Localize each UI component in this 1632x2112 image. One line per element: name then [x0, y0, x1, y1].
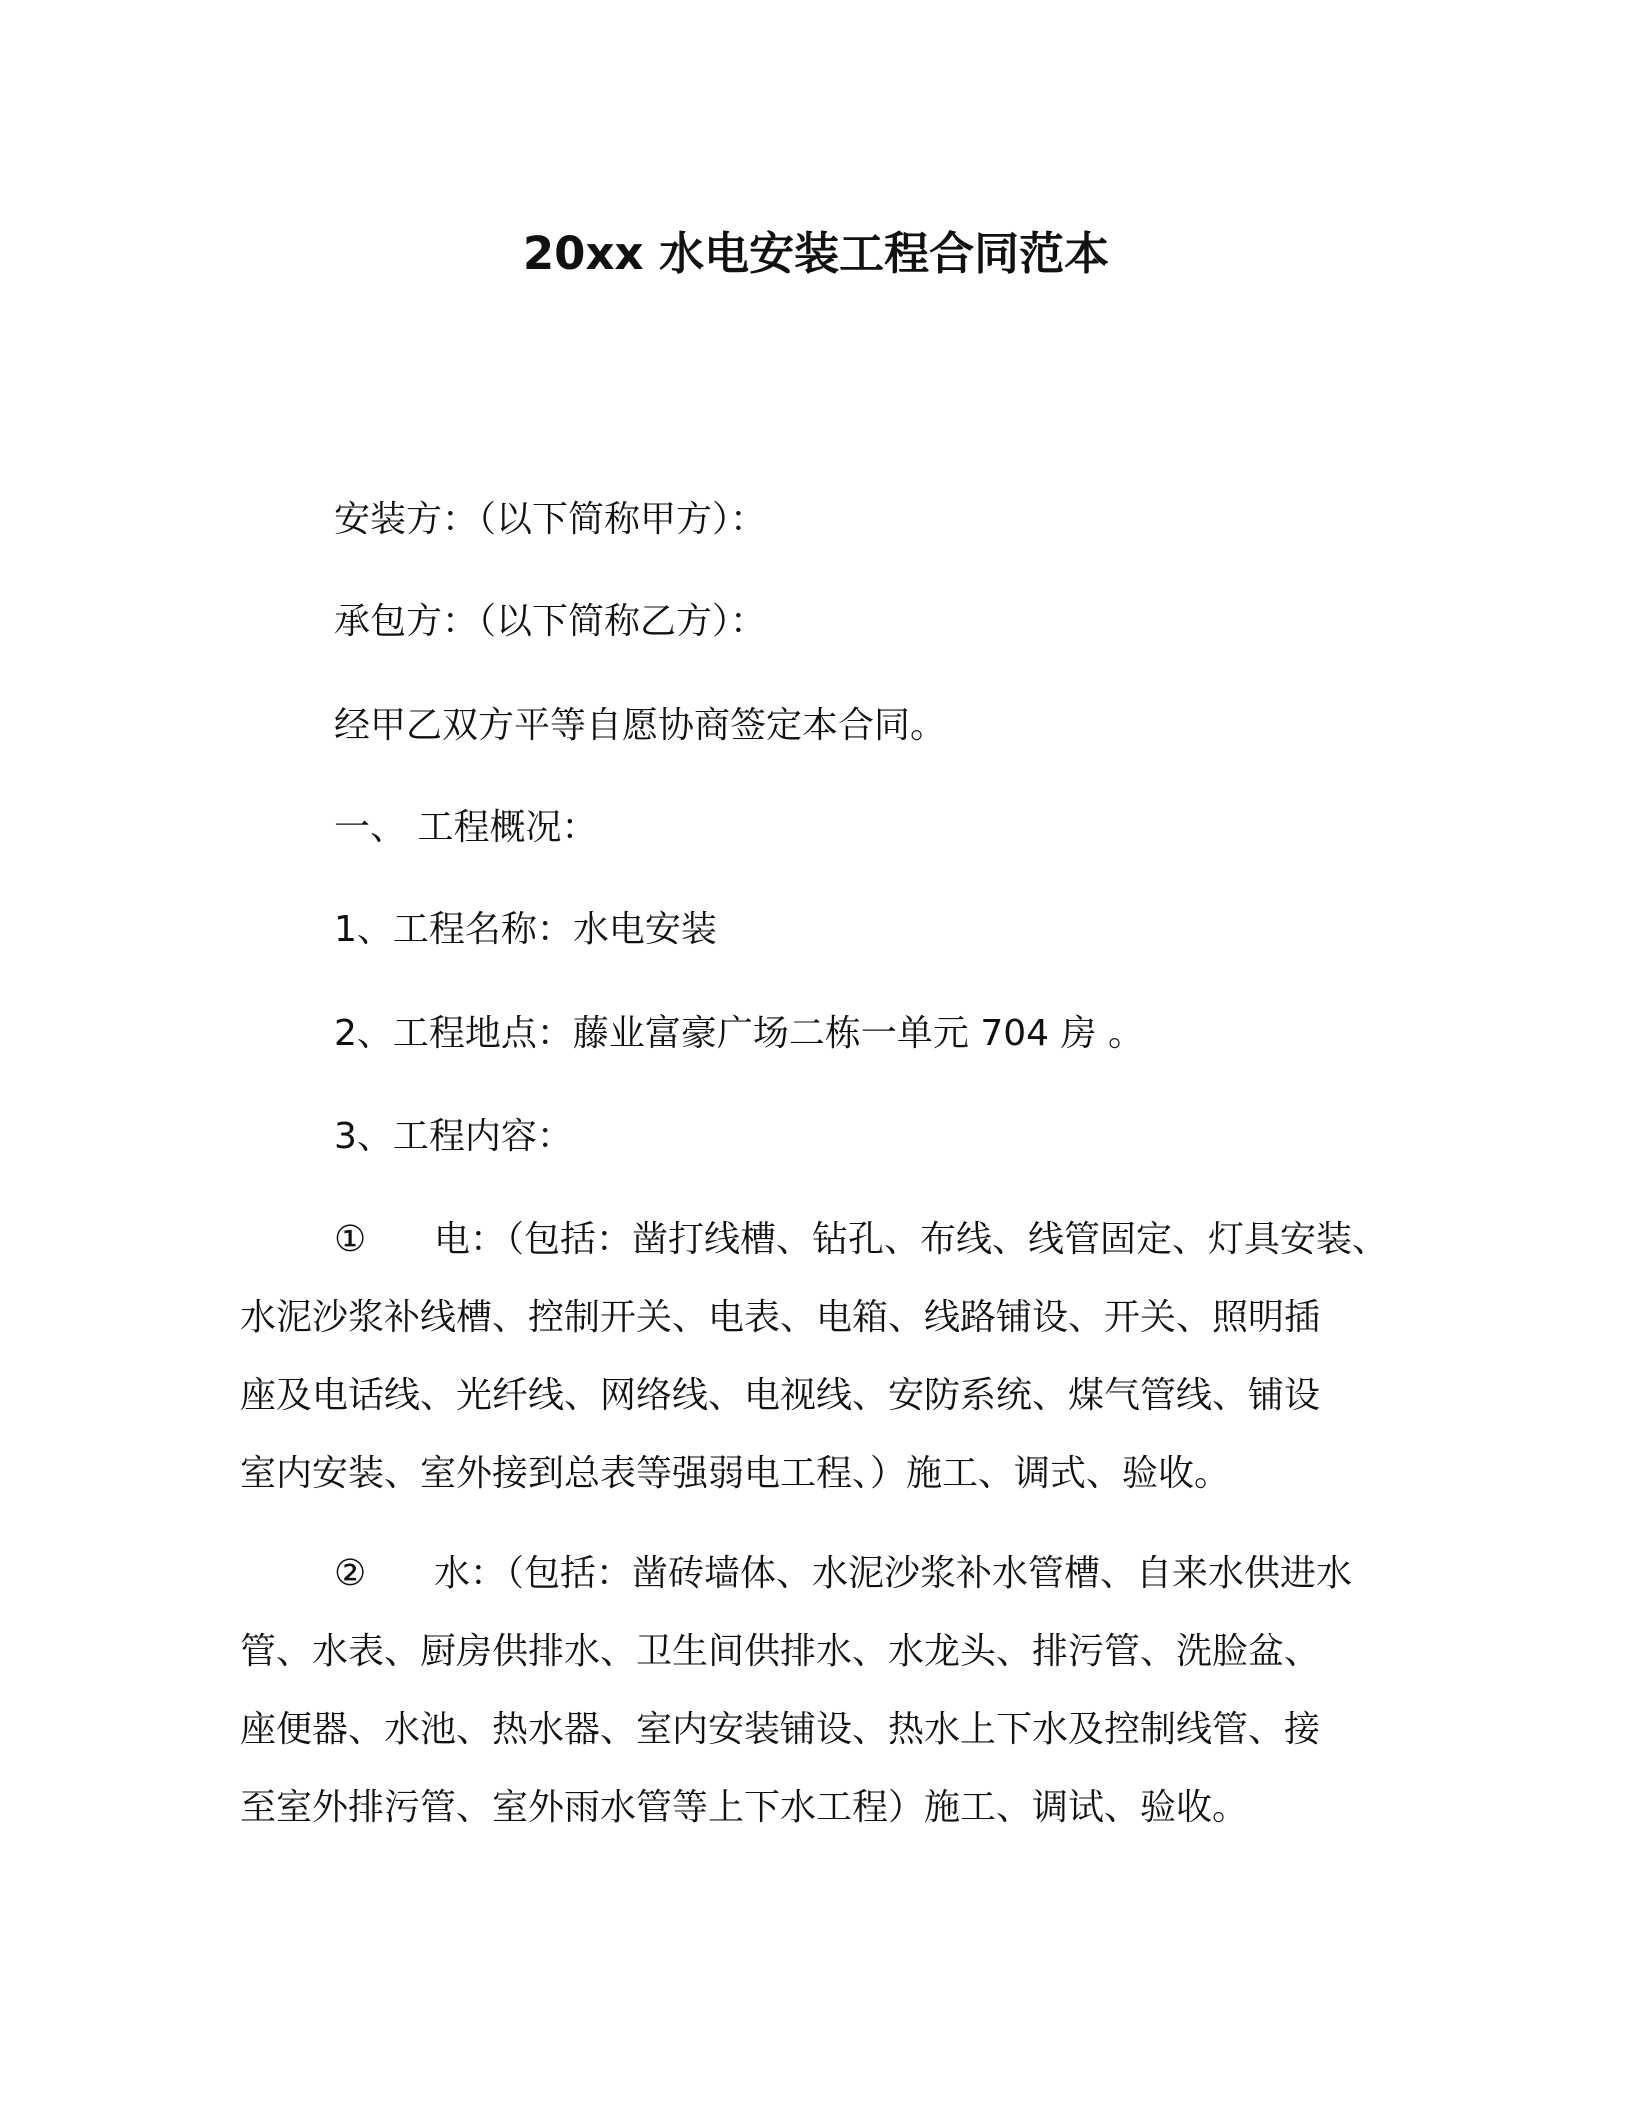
water-marker: ②	[334, 1553, 367, 1594]
electrical-text-1: 电：（包括：凿打线槽、钻孔、布线、线管固定、灯具安装、	[434, 1219, 1389, 1260]
section-1-heading: 一、 工程概况：	[334, 807, 598, 848]
electrical-line-4: 室内安装、室外接到总表等强弱电工程、）施工、调式、验收。	[240, 1453, 1231, 1494]
water-line-3: 座便器、水池、热水器、室内安装铺设、热水上下水及控制线管、接	[240, 1709, 1321, 1750]
party-a-line: 安装方：（以下简称甲方）：	[334, 499, 767, 540]
electrical-marker: ①	[334, 1219, 367, 1260]
electrical-line-3: 座及电话线、光纤线、网络线、电视线、安防系统、煤气管线、铺设	[240, 1375, 1321, 1416]
water-line-4: 至室外排污管、室外雨水管等上下水工程）施工、调试、验收。	[240, 1787, 1249, 1828]
item-project-name: 1、工程名称：水电安装	[334, 909, 717, 950]
preamble-line: 经甲乙双方平等自愿协商签定本合同。	[334, 705, 947, 746]
water-line-1	[334, 1550, 1352, 1598]
party-b-line: 承包方：（以下简称乙方）：	[334, 601, 767, 642]
water-text-1: 水：（包括：凿砖墙体、水泥沙浆补水管槽、自来水供进水	[434, 1553, 1353, 1594]
electrical-line-2: 水泥沙浆补线槽、控制开关、电表、电箱、线路铺设、开关、照明插	[240, 1297, 1321, 1338]
item-project-location: 2、工程地点：藤业富豪广场二栋一单元 704 房 。	[334, 1013, 1144, 1054]
document-title: 20xx 水电安装工程合同范本	[522, 227, 1110, 280]
item-project-content: 3、工程内容：	[334, 1116, 573, 1157]
water-line-2: 管、水表、厨房供排水、卫生间供排水、水龙头、排污管、洗脸盆、	[240, 1631, 1321, 1672]
electrical-line-1	[334, 1216, 1388, 1264]
